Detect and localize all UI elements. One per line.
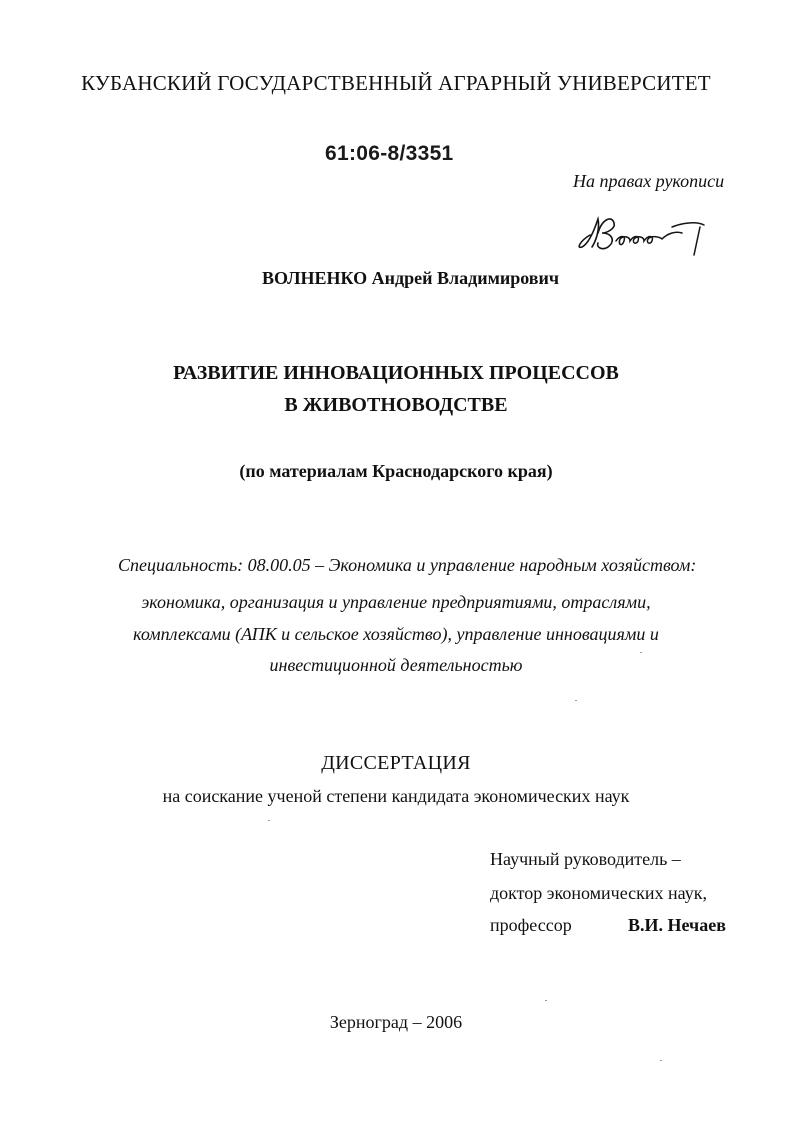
scan-speck xyxy=(545,1000,547,1001)
document-type: ДИССЕРТАЦИЯ xyxy=(321,752,471,774)
degree-line: на соискание ученой степени кандидата экономических наук xyxy=(162,786,630,806)
advisor-name: В.И. Нечаев xyxy=(628,915,726,935)
advisor-degree: доктор экономических наук, xyxy=(490,883,707,903)
place-and-year: Зерноград – 2006 xyxy=(329,1012,463,1032)
specialty-line-3: комплексами (АПК и сельское хозяйство), управление инновациями и xyxy=(133,624,659,644)
thesis-title-line-1: РАЗВИТИЕ ИННОВАЦИОННЫХ ПРОЦЕССОВ xyxy=(173,362,619,384)
university-name: КУБАНСКИЙ ГОСУДАРСТВЕННЫЙ АГРАРНЫЙ УНИВЕРСИТЕТ xyxy=(81,71,711,95)
scan-speck xyxy=(660,1060,662,1061)
advisor-title: Научный руководитель – xyxy=(490,849,681,869)
thesis-title-line-2: В ЖИВОТНОВОДСТВЕ xyxy=(284,394,508,416)
author-signature xyxy=(572,205,712,265)
specialty-line-2: экономика, организация и управление предприятиями, отраслями, xyxy=(141,592,651,612)
advisor-rank: профессор xyxy=(490,915,572,935)
specialty-line-1: Специальность: 08.00.05 – Экономика и управление народным хозяйством: xyxy=(118,555,697,575)
scan-speck xyxy=(575,700,577,701)
thesis-subtitle: (по материалам Краснодарского края) xyxy=(239,461,553,481)
author-name: ВОЛНЕНКО Андрей Владимирович xyxy=(262,268,559,288)
scan-speck xyxy=(640,652,642,653)
catalog-number: 61:06-8/3351 xyxy=(325,142,454,165)
manuscript-note: На правах рукописи xyxy=(573,171,725,191)
specialty-line-4: инвестиционной деятельностью xyxy=(269,655,523,675)
scan-speck xyxy=(268,820,270,821)
